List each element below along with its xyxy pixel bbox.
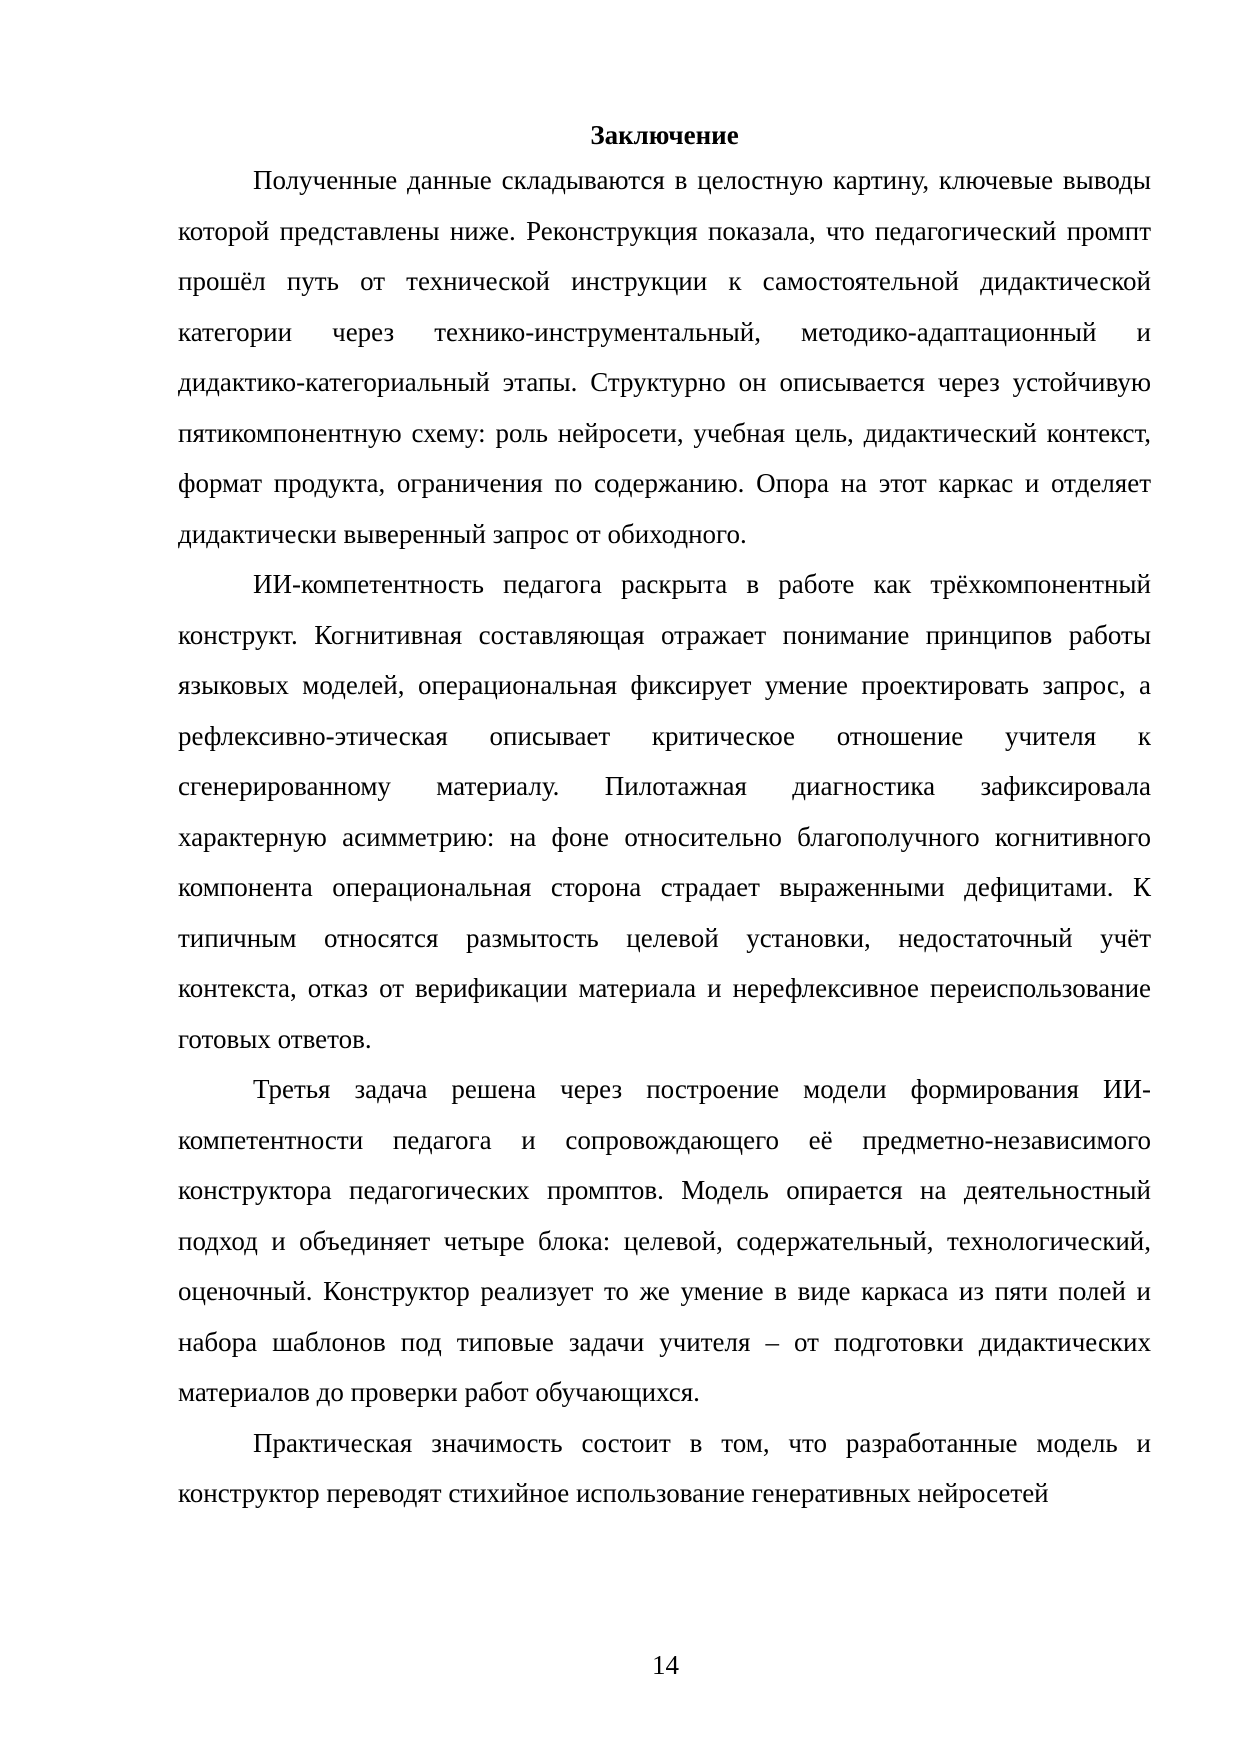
section-title: Заключение [590,120,739,150]
paragraph-4: Практическая значимость состоит в том, что разработанные модель и конструктор переводят стихийное использование генеративных нейросетей [178,1427,1151,1508]
page-number: 14 [652,1650,679,1680]
paragraph-1: Полученные данные складываются в целостную картину, ключевые выводы которой представлены ниже. Реконструкция показала, что педагогический промпт прошёл путь от технической инструкции к самостоятельной дидактической категории через технико-инструментальный, методико-адаптационный и дидактико-категориальный этапы. Структурно он описывается через устойчивую пятикомпонентную схему: роль нейросети, учебная цель, дидактический контекст, формат продукта, ограничения по содержанию. Опора на этот каркас и отделяет дидактически выверенный запрос от обиходного. [178,165,1151,549]
paragraph-2: ИИ-компетентность педагога раскрыта в работе как трёхкомпонентный конструкт. Когнитивная составляющая отражает понимание принципов работы языковых моделей, операциональная фиксирует умение проектировать запрос, а рефлексивно-этическая описывает критическое отношение учителя к сгенерированному материалу. Пилотажная диагностика зафиксировала характерную асимметрию: на фоне относительно благополучного когнитивного компонента операциональная сторона страдает выраженными дефицитами. К типичным относятся размытость целевой установки, недостаточный учёт контекста, отказ от верификации материала и нерефлексивное переиспользование готовых ответов. [178,569,1151,1054]
paragraph-3: Третья задача решена через построение модели формирования ИИ-компетентности педагога и сопровождающего её предметно-независимого конструктора педагогических промптов. Модель опирается на деятельностный подход и объединяет четыре блока: целевой, содержательный, технологический, оценочный. Конструктор реализует то же умение в виде каркаса из пяти полей и набора шаблонов под типовые задачи учителя – от подготовки дидактических материалов до проверки работ обучающихся. [178,1074,1151,1407]
document-body [178,115,1151,1519]
